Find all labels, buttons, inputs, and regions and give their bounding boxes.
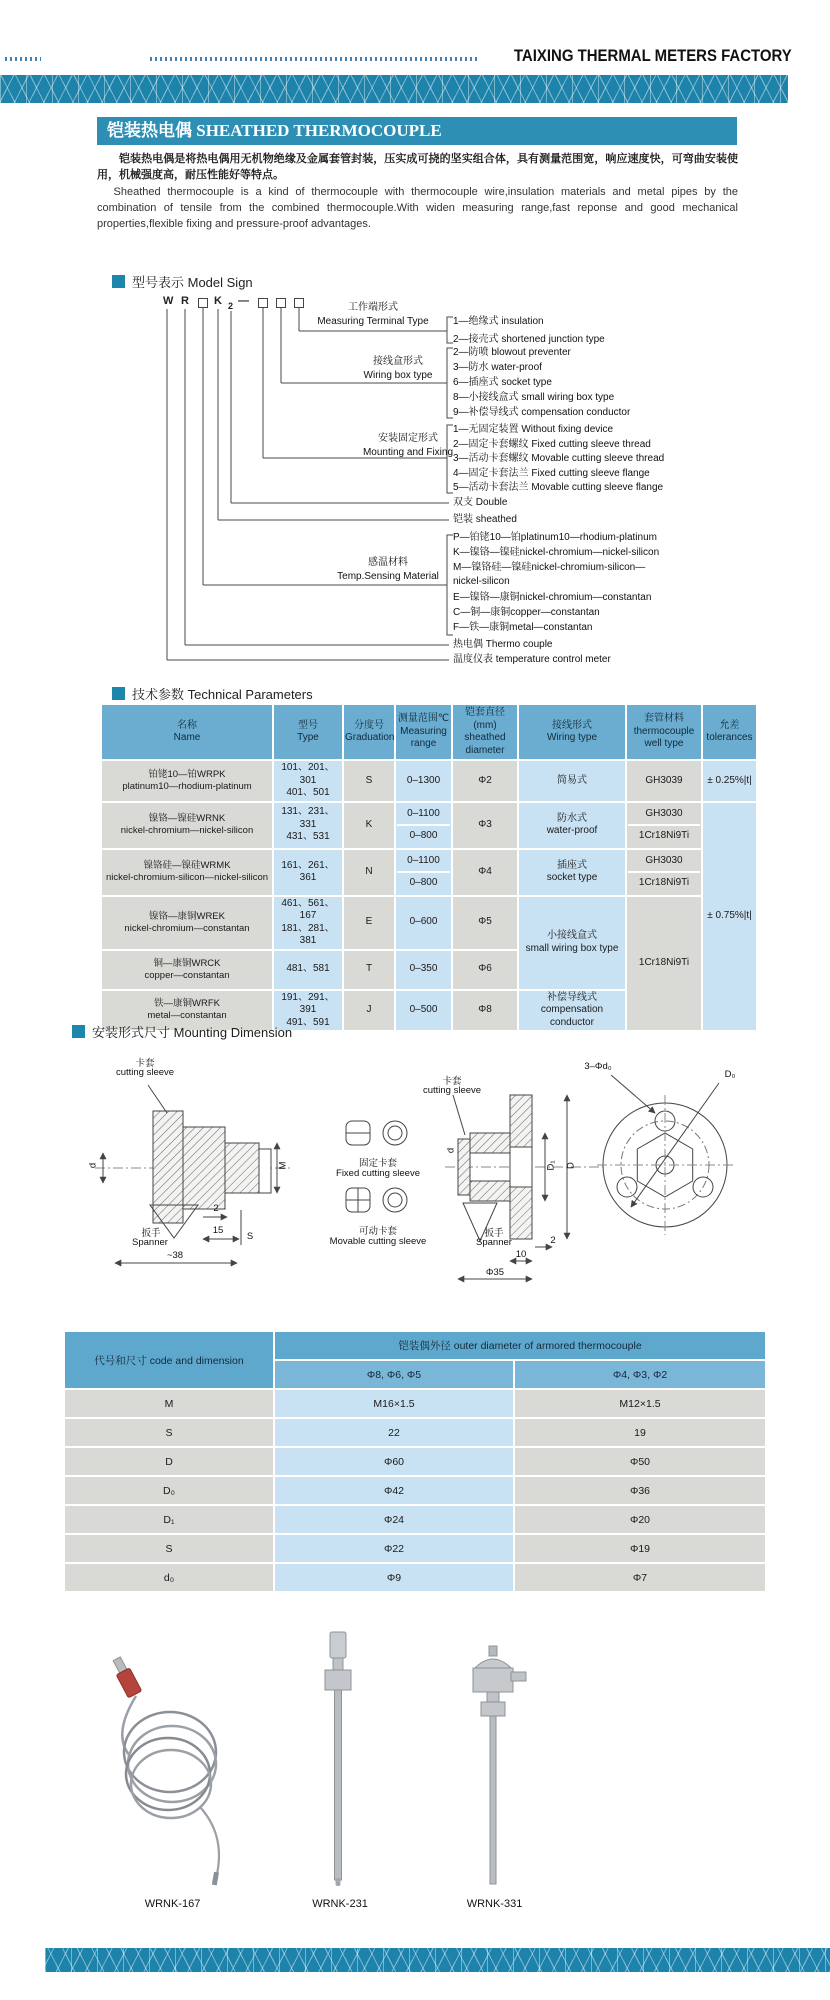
dim-v2: 19 [515,1419,765,1446]
code-token-k: K [214,295,222,307]
dim-v1: Φ60 [275,1448,513,1475]
mounting-label-en: Mounting and Fixing [362,447,454,458]
header-tolerance: 允差 tolerances [703,705,756,759]
cell-wiring: 插座式 socket type [519,850,625,895]
cell-range: 0–1100 0–800 [396,850,451,895]
mounting-option: 1—无固定装置 Without fixing device [453,424,614,435]
section-tech-params [112,684,313,703]
cell-range: 0–1300 [396,761,451,801]
cell-graduation: N [344,850,394,895]
cell-graduation: S [344,761,394,801]
section-bullet-icon [112,275,125,288]
dim-2b: 2 [550,1235,556,1246]
material-option: P—铂铑10—铂platinum10—rhodium-platinum [453,532,657,543]
cell-wiring: 小接线盒式 small wiring box type [519,897,625,989]
dim-code: S [65,1419,273,1446]
cell-diameter: Φ5 [453,897,517,949]
cell-type: 161、261、361 [274,850,342,895]
code-box-terminal [294,298,304,308]
cell-name: 铂铑10—铂WRPK platinum10—rhodium-platinum [102,761,272,801]
dim-38: ~38 [166,1250,184,1261]
code-token-2: 2 [228,301,234,311]
header-dotted-line-left [5,57,41,61]
dim-15: 15 [212,1225,224,1236]
header-lattice-band [0,75,788,103]
code-token-w: W [163,295,174,307]
dim-D0: D₀ [724,1069,736,1080]
mounting-option: 2—固定卡套螺纹 Fixed cutting sleeve thread [453,439,651,450]
cell-range: 0–500 [396,991,451,1031]
cell-well: GH3030 1Cr18Ni9Ti [627,803,701,848]
cutting-sleeve2-label-zh: 卡套 [442,1076,462,1087]
dim-code: d₀ [65,1564,273,1591]
material-option: nickel-silicon [453,576,510,587]
cell-name: 镍铬—康铜WREK nickel-chromium—constantan [102,897,272,949]
spanner2-label-zh: 扳手 [484,1228,504,1239]
dim-code: D₀ [65,1477,273,1504]
temperature-meter-label: 温度仪表 temperature control meter [453,654,611,665]
product-photo-wrnk-331 [443,1640,548,1897]
cell-wiring: 防水式 water-proof [519,803,625,848]
product-photo-wrnk-231 [303,1628,378,1897]
section-bullet-icon [112,687,125,700]
description-en: Sheathed thermocouple is a kind of thermocouple with thermocouple wire,insulation materials and metal pipes by the combination of tensile from the combined thermocouple.With widen measuring range,fast reponse and good mechanical properties,flexible fixing and pressure-proof advantages. [97,185,738,230]
description [97,152,738,233]
dim-D: D [565,1162,577,1169]
movable-sleeve-label-zh: 可动卡套 [358,1226,397,1237]
cell-diameter: Φ3 [453,803,517,848]
header-graduation: 分度号 Graduation [344,705,394,759]
code-box-mounting [258,298,268,308]
sheathed-label: 铠装 sheathed [453,514,517,525]
dimension-table [63,1330,767,1593]
cell-range: 0–600 [396,897,451,949]
movable-sleeve-label-en: Movable cutting sleeve [329,1236,427,1247]
material-option: E—镍铬—康铜nickel-chromium—constantan [453,592,652,603]
dim-v2: Φ50 [515,1448,765,1475]
table-row [65,1448,765,1475]
footer-lattice-band [45,1948,830,1972]
dim-v1: Φ24 [275,1506,513,1533]
code-token-r: R [181,295,189,307]
table-row [65,1564,765,1591]
dim-v2: Φ36 [515,1477,765,1504]
cell-range: 0–1100 0–800 [396,803,451,848]
dim-header-row [65,1332,765,1359]
cell-well: GH3030 1Cr18Ni9Ti [627,850,701,895]
description-zh: 铠装热电偶是将热电偶用无机物绝缘及金属套管封装，压实成可挠的坚实组合体，具有测量范围宽，响应速度快，可弯曲安装使用，机械强度高，耐压性能好等特点。 [97,153,738,181]
cell-wiring: 简易式 [519,761,625,801]
header-well: 套管材料 thermocouple well type [627,705,701,759]
factory-name: TAIXING THERMAL METERS FACTORY [514,46,792,65]
cell-type: 461、561、167 181、281、381 [274,897,342,949]
dim-v2: Φ7 [515,1564,765,1591]
cell-tolerance: ± 0.75%|t| [703,803,756,1031]
dim-D1: D₁ [545,1160,557,1171]
dim-v1: 22 [275,1419,513,1446]
table-row [65,1535,765,1562]
wiring-option: 3—防水 water-proof [453,362,542,373]
dim-d2: d [445,1147,457,1154]
code-token-dash: — [238,295,249,307]
cell-graduation: K [344,803,394,848]
wiring-box-label-zh: 接线盒形式 [373,356,423,367]
dim-subheader-1: Φ8, Φ6, Φ5 [275,1361,513,1388]
dim-code: D [65,1448,273,1475]
cell-type: 101、201、301 401、501 [274,761,342,801]
table-row [65,1390,765,1417]
cell-type: 191、291、391 491、591 [274,991,342,1031]
terminal-option: 1—绝缘式 insulation [453,316,544,327]
cell-graduation: T [344,951,394,989]
dim-2: 2 [213,1203,219,1214]
cell-name: 镍铬—镍硅WRNK nickel-chromium—nickel-silicon [102,803,272,848]
header-dotted-line [150,57,480,61]
model-sign-diagram [95,295,755,680]
dim-v2: Φ19 [515,1535,765,1562]
cell-diameter: Φ6 [453,951,517,989]
dim-v1: Φ42 [275,1477,513,1504]
mounting-option: 3—活动卡套螺纹 Movable cutting sleeve thread [453,453,665,464]
cell-diameter: Φ4 [453,850,517,895]
spanner-label-en: Spanner [132,1237,168,1248]
dim-code: M [65,1390,273,1417]
fixed-sleeve-label-en: Fixed cutting sleeve [336,1168,420,1179]
page-title: 铠装热电偶 SHEATHED THERMOCOUPLE [97,117,737,145]
cell-name: 镍铬硅—镍硅WRMK nickel-chromium-silicon—nickel-silicon [102,850,272,895]
product-label: WRNK-167 [144,1898,201,1910]
spanner2-label-en: Spanner [476,1237,512,1248]
dim-v1: Φ22 [275,1535,513,1562]
dim-phi35: Φ35 [485,1267,505,1278]
table-row [65,1506,765,1533]
dim-3-phi-d0: 3–Φd₀ [584,1061,612,1072]
table-row [65,1419,765,1446]
spanner-label-zh: 扳手 [141,1228,161,1239]
dim-subheader-2: Φ4, Φ3, Φ2 [515,1361,765,1388]
dim-v1: M16×1.5 [275,1390,513,1417]
section-model-sign [112,272,253,291]
section-tech-params-label: 技术参数 Technical Parameters [132,687,313,702]
wiring-option: 2—防喷 blowout preventer [453,347,571,358]
fixed-sleeve-label-zh: 固定卡套 [358,1158,397,1169]
section-mounting-label: 安装形式尺寸 Mounting Dimension [92,1025,293,1040]
table-header-row [102,705,756,759]
section-mounting [72,1022,292,1041]
technical-parameters-table [100,703,758,1032]
dim-10: 10 [515,1249,527,1260]
mounting-drawings [55,1055,775,1325]
code-box-material [198,298,208,308]
table-row [102,761,756,801]
cell-range: 0–350 [396,951,451,989]
thermo-couple-label: 热电偶 Thermo couple [453,639,553,650]
cell-type: 131、231、331 431、531 [274,803,342,848]
double-label: 双支 Double [453,497,508,508]
cell-well: 1Cr18Ni9Ti [627,897,701,1031]
cell-name: 铁—康铜WRFK metal—constantan [102,991,272,1031]
dim-d: d [87,1162,99,1169]
cell-graduation: J [344,991,394,1031]
product-label: WRNK-231 [312,1898,368,1910]
temp-sensing-label-zh: 感温材料 [368,557,408,568]
temp-sensing-label-en: Temp.Sensing Material [337,571,439,582]
cell-well: GH3039 [627,761,701,801]
mounting-option: 4—固定卡套法兰 Fixed cutting sleeve flange [453,468,650,479]
header-diameter: 铠套直径(mm) sheathed diameter [453,705,517,759]
section-bullet-icon [72,1025,85,1038]
cutting-sleeve2-label-en: cutting sleeve [422,1085,482,1096]
dim-v2: M12×1.5 [515,1390,765,1417]
product-photo-wrnk-167 [100,1652,245,1897]
cell-type: 481、581 [274,951,342,989]
cell-tolerance: ± 0.25%|t| [703,761,756,801]
table-row [65,1477,765,1504]
measuring-terminal-label-zh: 工作端形式 [348,302,398,313]
dim-S: S [246,1231,254,1242]
dim-v2: Φ20 [515,1506,765,1533]
dim-code: D₁ [65,1506,273,1533]
dim-corner-header: 代号和尺寸 code and dimension [65,1332,273,1388]
header-type: 型号 Type [274,705,342,759]
mounting-option: 5—活动卡套法兰 Movable cutting sleeve flange [453,482,664,493]
terminal-option: 2—接壳式 shortened junction type [453,334,605,345]
material-option: M—镍铬硅—镍硅nickel-chromium-silicon— [453,562,646,573]
cell-diameter: Φ8 [453,991,517,1031]
cell-diameter: Φ2 [453,761,517,801]
dim-M: M [277,1161,289,1170]
cell-graduation: E [344,897,394,949]
measuring-terminal-label-en: Measuring Terminal Type [317,316,429,327]
mounting-label-zh: 安装固定形式 [378,433,438,444]
wiring-option: 8—小接线盒式 small wiring box type [453,392,615,403]
wiring-box-label-en: Wiring box type [363,370,433,381]
dim-span-header: 铠装偶外径 outer diameter of armored thermocouple [275,1332,765,1359]
material-option: K—镍铬—镍硅nickel-chromium—nickel-silicon [453,547,660,558]
code-box-wiring [276,298,286,308]
cell-wiring: 补偿导线式 compensation conductor [519,991,625,1031]
wiring-option: 6—插座式 socket type [453,377,552,388]
dim-code: S [65,1535,273,1562]
cutting-sleeve-label-en: cutting sleeve [115,1067,175,1078]
material-option: C—铜—康铜copper—constantan [453,607,600,618]
table-row [102,897,756,949]
header-name: 名称 Name [102,705,272,759]
cell-name: 铜—康铜WRCK copper—constantan [102,951,272,989]
cutting-sleeve-label-zh: 卡套 [135,1058,155,1069]
table-row [102,850,756,895]
header-wiring: 接线形式 Wiring type [519,705,625,759]
wiring-option: 9—补偿导线式 compensation conductor [453,407,631,418]
table-row [102,803,756,848]
dim-v1: Φ9 [275,1564,513,1591]
material-option: F—铁—康铜metal—constantan [453,622,593,633]
section-model-sign-label: 型号表示 Model Sign [132,275,253,290]
header-range: 测量范围℃ Measuring range [396,705,451,759]
product-label: WRNK-331 [466,1898,523,1910]
